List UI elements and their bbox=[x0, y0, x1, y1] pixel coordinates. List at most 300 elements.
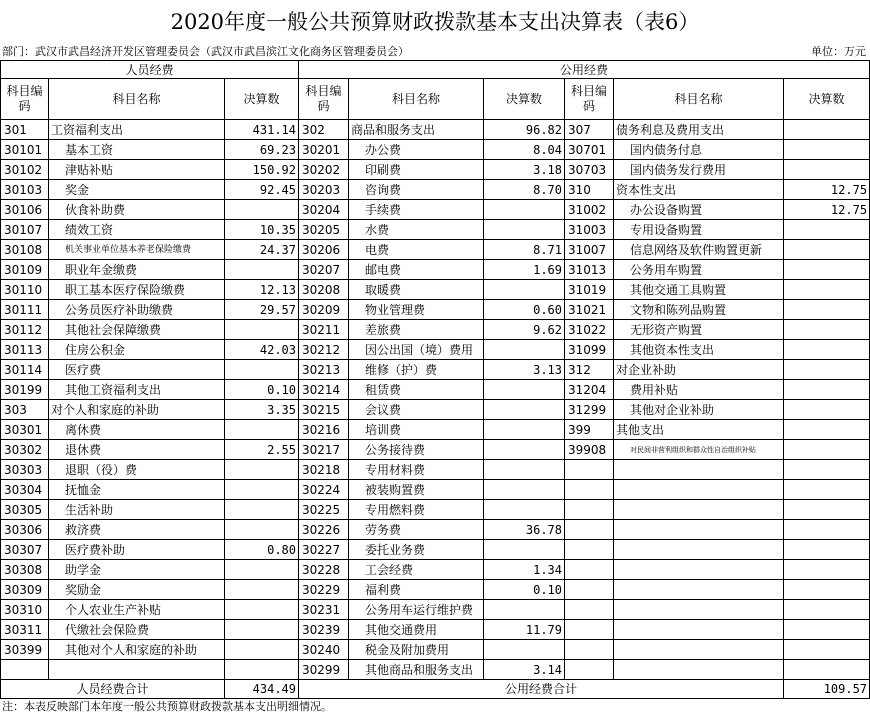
amount-value bbox=[784, 220, 870, 240]
header-name: 科目名称 bbox=[614, 79, 784, 120]
subject-code: 302 bbox=[299, 120, 349, 140]
table-row bbox=[1, 360, 870, 380]
subject-name: 公务员医疗补助缴费 bbox=[49, 300, 225, 320]
subject-name: 费用补贴 bbox=[614, 380, 784, 400]
subject-code: 30208 bbox=[299, 280, 349, 300]
personnel-total-label: 人员经费合计 bbox=[1, 680, 225, 699]
amount-value: 3.13 bbox=[484, 360, 565, 380]
subject-name: 被装购置费 bbox=[349, 480, 484, 500]
subject-code bbox=[565, 460, 614, 480]
subject-code: 307 bbox=[565, 120, 614, 140]
amount-value bbox=[784, 400, 870, 420]
amount-value bbox=[484, 400, 565, 420]
subject-name bbox=[614, 520, 784, 540]
amount-value bbox=[784, 500, 870, 520]
subject-code: 30701 bbox=[565, 140, 614, 160]
subject-code: 30211 bbox=[299, 320, 349, 340]
table-row bbox=[1, 180, 870, 200]
subject-name: 公务用车购置 bbox=[614, 260, 784, 280]
subject-name: 工会经费 bbox=[349, 560, 484, 580]
subject-code: 30240 bbox=[299, 640, 349, 660]
subject-name: 专用材料费 bbox=[349, 460, 484, 480]
table-row bbox=[1, 380, 870, 400]
amount-value: 96.82 bbox=[484, 120, 565, 140]
subject-name: 离休费 bbox=[49, 420, 225, 440]
subject-name: 专用设备购置 bbox=[614, 220, 784, 240]
subject-name: 津贴补贴 bbox=[49, 160, 225, 180]
subject-name: 住房公积金 bbox=[49, 340, 225, 360]
subject-code: 30225 bbox=[299, 500, 349, 520]
amount-value bbox=[225, 560, 299, 580]
subject-name: 委托业务费 bbox=[349, 540, 484, 560]
department-label: 部门：武汉市武昌经济开发区管理委员会（武汉市武昌滨江文化商务区管理委员会） bbox=[2, 45, 409, 58]
subject-name: 其他社会保障缴费 bbox=[49, 320, 225, 340]
amount-value bbox=[225, 420, 299, 440]
subject-code: 303 bbox=[1, 400, 49, 420]
amount-value bbox=[784, 160, 870, 180]
subject-code: 31013 bbox=[565, 260, 614, 280]
subject-code: 30215 bbox=[299, 400, 349, 420]
subject-code: 301 bbox=[1, 120, 49, 140]
amount-value bbox=[225, 320, 299, 340]
subject-code: 31204 bbox=[565, 380, 614, 400]
table-row bbox=[1, 260, 870, 280]
table-row bbox=[1, 160, 870, 180]
amount-value: 1.34 bbox=[484, 560, 565, 580]
subject-name: 其他商品和服务支出 bbox=[349, 660, 484, 680]
subject-name: 商品和服务支出 bbox=[349, 120, 484, 140]
subject-name: 对民间非营利组织和群众性自治组织补贴 bbox=[614, 440, 784, 460]
subject-code: 30226 bbox=[299, 520, 349, 540]
subject-code: 30228 bbox=[299, 560, 349, 580]
subject-name: 助学金 bbox=[49, 560, 225, 580]
amount-value: 24.37 bbox=[225, 240, 299, 260]
amount-value bbox=[784, 260, 870, 280]
table-row bbox=[1, 200, 870, 220]
subject-name: 文物和陈列品购置 bbox=[614, 300, 784, 320]
amount-value bbox=[784, 240, 870, 260]
amount-value bbox=[225, 660, 299, 680]
subject-code: 30114 bbox=[1, 360, 49, 380]
amount-value bbox=[484, 220, 565, 240]
subject-code: 30209 bbox=[299, 300, 349, 320]
subject-code bbox=[565, 640, 614, 660]
table-row bbox=[1, 220, 870, 240]
column-header-row bbox=[1, 79, 870, 120]
subject-name: 劳务费 bbox=[349, 520, 484, 540]
amount-value bbox=[484, 200, 565, 220]
table-row bbox=[1, 400, 870, 420]
table-row bbox=[1, 140, 870, 160]
subject-code bbox=[1, 660, 49, 680]
table-row bbox=[1, 280, 870, 300]
subject-code bbox=[565, 540, 614, 560]
amount-value bbox=[225, 500, 299, 520]
public-total-value: 109.57 bbox=[784, 680, 870, 699]
table-row bbox=[1, 580, 870, 600]
amount-value: 12.75 bbox=[784, 180, 870, 200]
subject-name: 专用燃料费 bbox=[349, 500, 484, 520]
subject-code: 30310 bbox=[1, 600, 49, 620]
amount-value: 3.35 bbox=[225, 400, 299, 420]
subject-name: 对企业补助 bbox=[614, 360, 784, 380]
subject-code: 30103 bbox=[1, 180, 49, 200]
subject-code bbox=[565, 520, 614, 540]
subject-code: 30207 bbox=[299, 260, 349, 280]
amount-value: 10.35 bbox=[225, 220, 299, 240]
amount-value: 11.79 bbox=[484, 620, 565, 640]
subject-name: 维修（护）费 bbox=[349, 360, 484, 380]
amount-value: 12.75 bbox=[784, 200, 870, 220]
subject-name: 对个人和家庭的补助 bbox=[49, 400, 225, 420]
subject-code: 30199 bbox=[1, 380, 49, 400]
subject-name: 其他支出 bbox=[614, 420, 784, 440]
subject-name: 公务接待费 bbox=[349, 440, 484, 460]
table-row bbox=[1, 240, 870, 260]
amount-value: 3.18 bbox=[484, 160, 565, 180]
subject-code bbox=[565, 560, 614, 580]
subject-code: 30102 bbox=[1, 160, 49, 180]
subject-code: 30109 bbox=[1, 260, 49, 280]
subject-name: 退休费 bbox=[49, 440, 225, 460]
amount-value: 36.78 bbox=[484, 520, 565, 540]
header-name: 科目名称 bbox=[49, 79, 225, 120]
subject-name: 生活补助 bbox=[49, 500, 225, 520]
subject-name bbox=[614, 540, 784, 560]
subject-code: 30216 bbox=[299, 420, 349, 440]
subject-code: 30206 bbox=[299, 240, 349, 260]
table-row bbox=[1, 440, 870, 460]
amount-value bbox=[484, 380, 565, 400]
subject-name: 工资福利支出 bbox=[49, 120, 225, 140]
subject-code: 39908 bbox=[565, 440, 614, 460]
amount-value: 0.10 bbox=[225, 380, 299, 400]
unit-label: 单位：万元 bbox=[811, 45, 866, 58]
table-row bbox=[1, 660, 870, 680]
table-row bbox=[1, 300, 870, 320]
personnel-total-value: 434.49 bbox=[225, 680, 299, 699]
amount-value bbox=[784, 380, 870, 400]
subject-code: 30205 bbox=[299, 220, 349, 240]
subject-name bbox=[614, 660, 784, 680]
subject-name bbox=[614, 500, 784, 520]
amount-value bbox=[784, 280, 870, 300]
subject-name: 其他对企业补助 bbox=[614, 400, 784, 420]
subject-code: 30304 bbox=[1, 480, 49, 500]
amount-value bbox=[225, 260, 299, 280]
header-code: 科目编码 bbox=[299, 79, 349, 120]
amount-value bbox=[784, 320, 870, 340]
subject-name: 债务利息及费用支出 bbox=[614, 120, 784, 140]
amount-value: 1.69 bbox=[484, 260, 565, 280]
subject-code: 30112 bbox=[1, 320, 49, 340]
subject-name: 医疗费补助 bbox=[49, 540, 225, 560]
amount-value: 29.57 bbox=[225, 300, 299, 320]
subject-code: 399 bbox=[565, 420, 614, 440]
amount-value bbox=[784, 520, 870, 540]
subject-code: 30202 bbox=[299, 160, 349, 180]
subject-name: 绩效工资 bbox=[49, 220, 225, 240]
amount-value bbox=[784, 560, 870, 580]
subject-name: 信息网络及软件购置更新 bbox=[614, 240, 784, 260]
subject-code: 30101 bbox=[1, 140, 49, 160]
amount-value: 0.80 bbox=[225, 540, 299, 560]
subject-code: 30303 bbox=[1, 460, 49, 480]
subject-code: 31002 bbox=[565, 200, 614, 220]
subject-code: 30703 bbox=[565, 160, 614, 180]
subject-name: 印刷费 bbox=[349, 160, 484, 180]
amount-value bbox=[484, 420, 565, 440]
subject-name: 其他对个人和家庭的补助 bbox=[49, 640, 225, 660]
header-amount: 决算数 bbox=[784, 79, 870, 120]
subject-code: 31021 bbox=[565, 300, 614, 320]
subject-name: 抚恤金 bbox=[49, 480, 225, 500]
amount-value bbox=[784, 440, 870, 460]
subject-code: 30111 bbox=[1, 300, 49, 320]
subject-name: 物业管理费 bbox=[349, 300, 484, 320]
subject-name: 资本性支出 bbox=[614, 180, 784, 200]
subject-code: 30309 bbox=[1, 580, 49, 600]
amount-value bbox=[784, 640, 870, 660]
subject-code: 312 bbox=[565, 360, 614, 380]
amount-value bbox=[225, 600, 299, 620]
amount-value bbox=[784, 300, 870, 320]
subject-code: 30305 bbox=[1, 500, 49, 520]
amount-value bbox=[784, 580, 870, 600]
subject-code bbox=[565, 500, 614, 520]
subject-name bbox=[614, 460, 784, 480]
subject-code: 30113 bbox=[1, 340, 49, 360]
subject-code: 31099 bbox=[565, 340, 614, 360]
public-total-label: 公用经费合计 bbox=[299, 680, 784, 699]
subject-code: 30224 bbox=[299, 480, 349, 500]
subject-name: 其他工资福利支出 bbox=[49, 380, 225, 400]
amount-value: 150.92 bbox=[225, 160, 299, 180]
subject-code: 31299 bbox=[565, 400, 614, 420]
section-public: 公用经费 bbox=[299, 61, 870, 79]
subject-code: 30213 bbox=[299, 360, 349, 380]
subject-name: 水费 bbox=[349, 220, 484, 240]
subject-name: 个人农业生产补贴 bbox=[49, 600, 225, 620]
subject-name: 医疗费 bbox=[49, 360, 225, 380]
amount-value: 42.03 bbox=[225, 340, 299, 360]
amount-value bbox=[784, 480, 870, 500]
subject-name: 公务用车运行维护费 bbox=[349, 600, 484, 620]
table-row bbox=[1, 320, 870, 340]
subject-code: 30306 bbox=[1, 520, 49, 540]
amount-value: 3.14 bbox=[484, 660, 565, 680]
amount-value bbox=[784, 660, 870, 680]
amount-value bbox=[484, 340, 565, 360]
subject-code: 30217 bbox=[299, 440, 349, 460]
subject-code: 30302 bbox=[1, 440, 49, 460]
subject-name: 因公出国（境）费用 bbox=[349, 340, 484, 360]
amount-value bbox=[784, 460, 870, 480]
amount-value: 0.60 bbox=[484, 300, 565, 320]
table-row bbox=[1, 500, 870, 520]
subject-code: 31007 bbox=[565, 240, 614, 260]
amount-value bbox=[225, 460, 299, 480]
amount-value bbox=[484, 280, 565, 300]
table-row bbox=[1, 480, 870, 500]
amount-value bbox=[225, 360, 299, 380]
expenditure-table bbox=[0, 60, 870, 699]
subject-name bbox=[614, 480, 784, 500]
subject-code: 30231 bbox=[299, 600, 349, 620]
subject-code: 30239 bbox=[299, 620, 349, 640]
subject-code: 30308 bbox=[1, 560, 49, 580]
amount-value: 431.14 bbox=[225, 120, 299, 140]
amount-value bbox=[225, 520, 299, 540]
subject-code: 30110 bbox=[1, 280, 49, 300]
subject-code: 30307 bbox=[1, 540, 49, 560]
subject-name: 国内债务发行费用 bbox=[614, 160, 784, 180]
subject-code: 310 bbox=[565, 180, 614, 200]
subject-code: 30301 bbox=[1, 420, 49, 440]
subject-code: 30214 bbox=[299, 380, 349, 400]
subject-name: 机关事业单位基本养老保险缴费 bbox=[49, 240, 225, 260]
subject-code: 30201 bbox=[299, 140, 349, 160]
subject-name: 会议费 bbox=[349, 400, 484, 420]
amount-value bbox=[225, 580, 299, 600]
subject-code: 31003 bbox=[565, 220, 614, 240]
amount-value bbox=[225, 640, 299, 660]
table-body bbox=[1, 120, 870, 680]
section-personnel: 人员经费 bbox=[1, 61, 299, 79]
amount-value: 2.55 bbox=[225, 440, 299, 460]
amount-value bbox=[784, 140, 870, 160]
header-amount: 决算数 bbox=[484, 79, 565, 120]
subject-name: 办公设备购置 bbox=[614, 200, 784, 220]
subject-name: 福利费 bbox=[349, 580, 484, 600]
subject-name: 基本工资 bbox=[49, 140, 225, 160]
amount-value bbox=[784, 600, 870, 620]
amount-value bbox=[784, 340, 870, 360]
subject-code: 30299 bbox=[299, 660, 349, 680]
amount-value bbox=[225, 480, 299, 500]
subject-code: 30229 bbox=[299, 580, 349, 600]
amount-value bbox=[225, 620, 299, 640]
subject-name: 差旅费 bbox=[349, 320, 484, 340]
subject-name: 其他交通工具购置 bbox=[614, 280, 784, 300]
table-row bbox=[1, 460, 870, 480]
amount-value bbox=[225, 200, 299, 220]
subject-name bbox=[614, 600, 784, 620]
table-meta bbox=[0, 44, 870, 60]
subject-code bbox=[565, 600, 614, 620]
subject-name bbox=[614, 560, 784, 580]
subject-name: 租赁费 bbox=[349, 380, 484, 400]
amount-value bbox=[484, 460, 565, 480]
subject-code: 30218 bbox=[299, 460, 349, 480]
amount-value: 69.23 bbox=[225, 140, 299, 160]
amount-value bbox=[784, 540, 870, 560]
amount-value bbox=[484, 640, 565, 660]
table-row bbox=[1, 640, 870, 660]
subject-code: 30203 bbox=[299, 180, 349, 200]
subject-name: 其他资本性支出 bbox=[614, 340, 784, 360]
subject-name: 退职（役）费 bbox=[49, 460, 225, 480]
amount-value bbox=[484, 540, 565, 560]
amount-value: 0.10 bbox=[484, 580, 565, 600]
subject-name: 税金及附加费用 bbox=[349, 640, 484, 660]
subject-name: 邮电费 bbox=[349, 260, 484, 280]
subject-code bbox=[565, 580, 614, 600]
subject-code: 30204 bbox=[299, 200, 349, 220]
subject-code: 30311 bbox=[1, 620, 49, 640]
amount-value bbox=[484, 500, 565, 520]
subject-name: 手续费 bbox=[349, 200, 484, 220]
subject-name: 奖金 bbox=[49, 180, 225, 200]
header-amount: 决算数 bbox=[225, 79, 299, 120]
amount-value bbox=[484, 440, 565, 460]
amount-value: 12.13 bbox=[225, 280, 299, 300]
header-code: 科目编码 bbox=[565, 79, 614, 120]
subject-name: 奖励金 bbox=[49, 580, 225, 600]
subject-name: 电费 bbox=[349, 240, 484, 260]
subject-name: 职工基本医疗保险缴费 bbox=[49, 280, 225, 300]
subject-code bbox=[565, 480, 614, 500]
amount-value bbox=[784, 360, 870, 380]
subject-name: 取暖费 bbox=[349, 280, 484, 300]
amount-value: 8.70 bbox=[484, 180, 565, 200]
section-header-row bbox=[1, 61, 870, 79]
subject-name: 办公费 bbox=[349, 140, 484, 160]
subject-name: 培训费 bbox=[349, 420, 484, 440]
subject-name bbox=[614, 640, 784, 660]
subject-name: 代缴社会保险费 bbox=[49, 620, 225, 640]
table-row bbox=[1, 340, 870, 360]
amount-value bbox=[784, 620, 870, 640]
amount-value bbox=[784, 120, 870, 140]
subject-code bbox=[565, 660, 614, 680]
amount-value bbox=[784, 420, 870, 440]
subject-code: 31019 bbox=[565, 280, 614, 300]
amount-value: 9.62 bbox=[484, 320, 565, 340]
table-row bbox=[1, 420, 870, 440]
subject-name: 咨询费 bbox=[349, 180, 484, 200]
total-row bbox=[1, 680, 870, 699]
subject-name bbox=[49, 660, 225, 680]
amount-value: 92.45 bbox=[225, 180, 299, 200]
subject-code: 31022 bbox=[565, 320, 614, 340]
subject-code: 30108 bbox=[1, 240, 49, 260]
subject-code: 30107 bbox=[1, 220, 49, 240]
subject-name: 救济费 bbox=[49, 520, 225, 540]
subject-code bbox=[565, 620, 614, 640]
subject-name: 国内债务付息 bbox=[614, 140, 784, 160]
subject-code: 30227 bbox=[299, 540, 349, 560]
subject-code: 30212 bbox=[299, 340, 349, 360]
subject-name: 职业年金缴费 bbox=[49, 260, 225, 280]
amount-value bbox=[484, 600, 565, 620]
header-code: 科目编码 bbox=[1, 79, 49, 120]
subject-code: 30106 bbox=[1, 200, 49, 220]
table-row bbox=[1, 520, 870, 540]
table-row bbox=[1, 540, 870, 560]
amount-value: 8.04 bbox=[484, 140, 565, 160]
table-row bbox=[1, 620, 870, 640]
table-row bbox=[1, 560, 870, 580]
table-row bbox=[1, 120, 870, 140]
amount-value: 8.71 bbox=[484, 240, 565, 260]
subject-code: 30399 bbox=[1, 640, 49, 660]
page-title: 2020年度一般公共预算财政拨款基本支出决算表（表6） bbox=[170, 10, 700, 34]
subject-name bbox=[614, 580, 784, 600]
footnote: 注：本表反映部门本年度一般公共预算财政拨款基本支出明细情况。 bbox=[2, 700, 332, 713]
subject-name bbox=[614, 620, 784, 640]
subject-name: 无形资产购置 bbox=[614, 320, 784, 340]
